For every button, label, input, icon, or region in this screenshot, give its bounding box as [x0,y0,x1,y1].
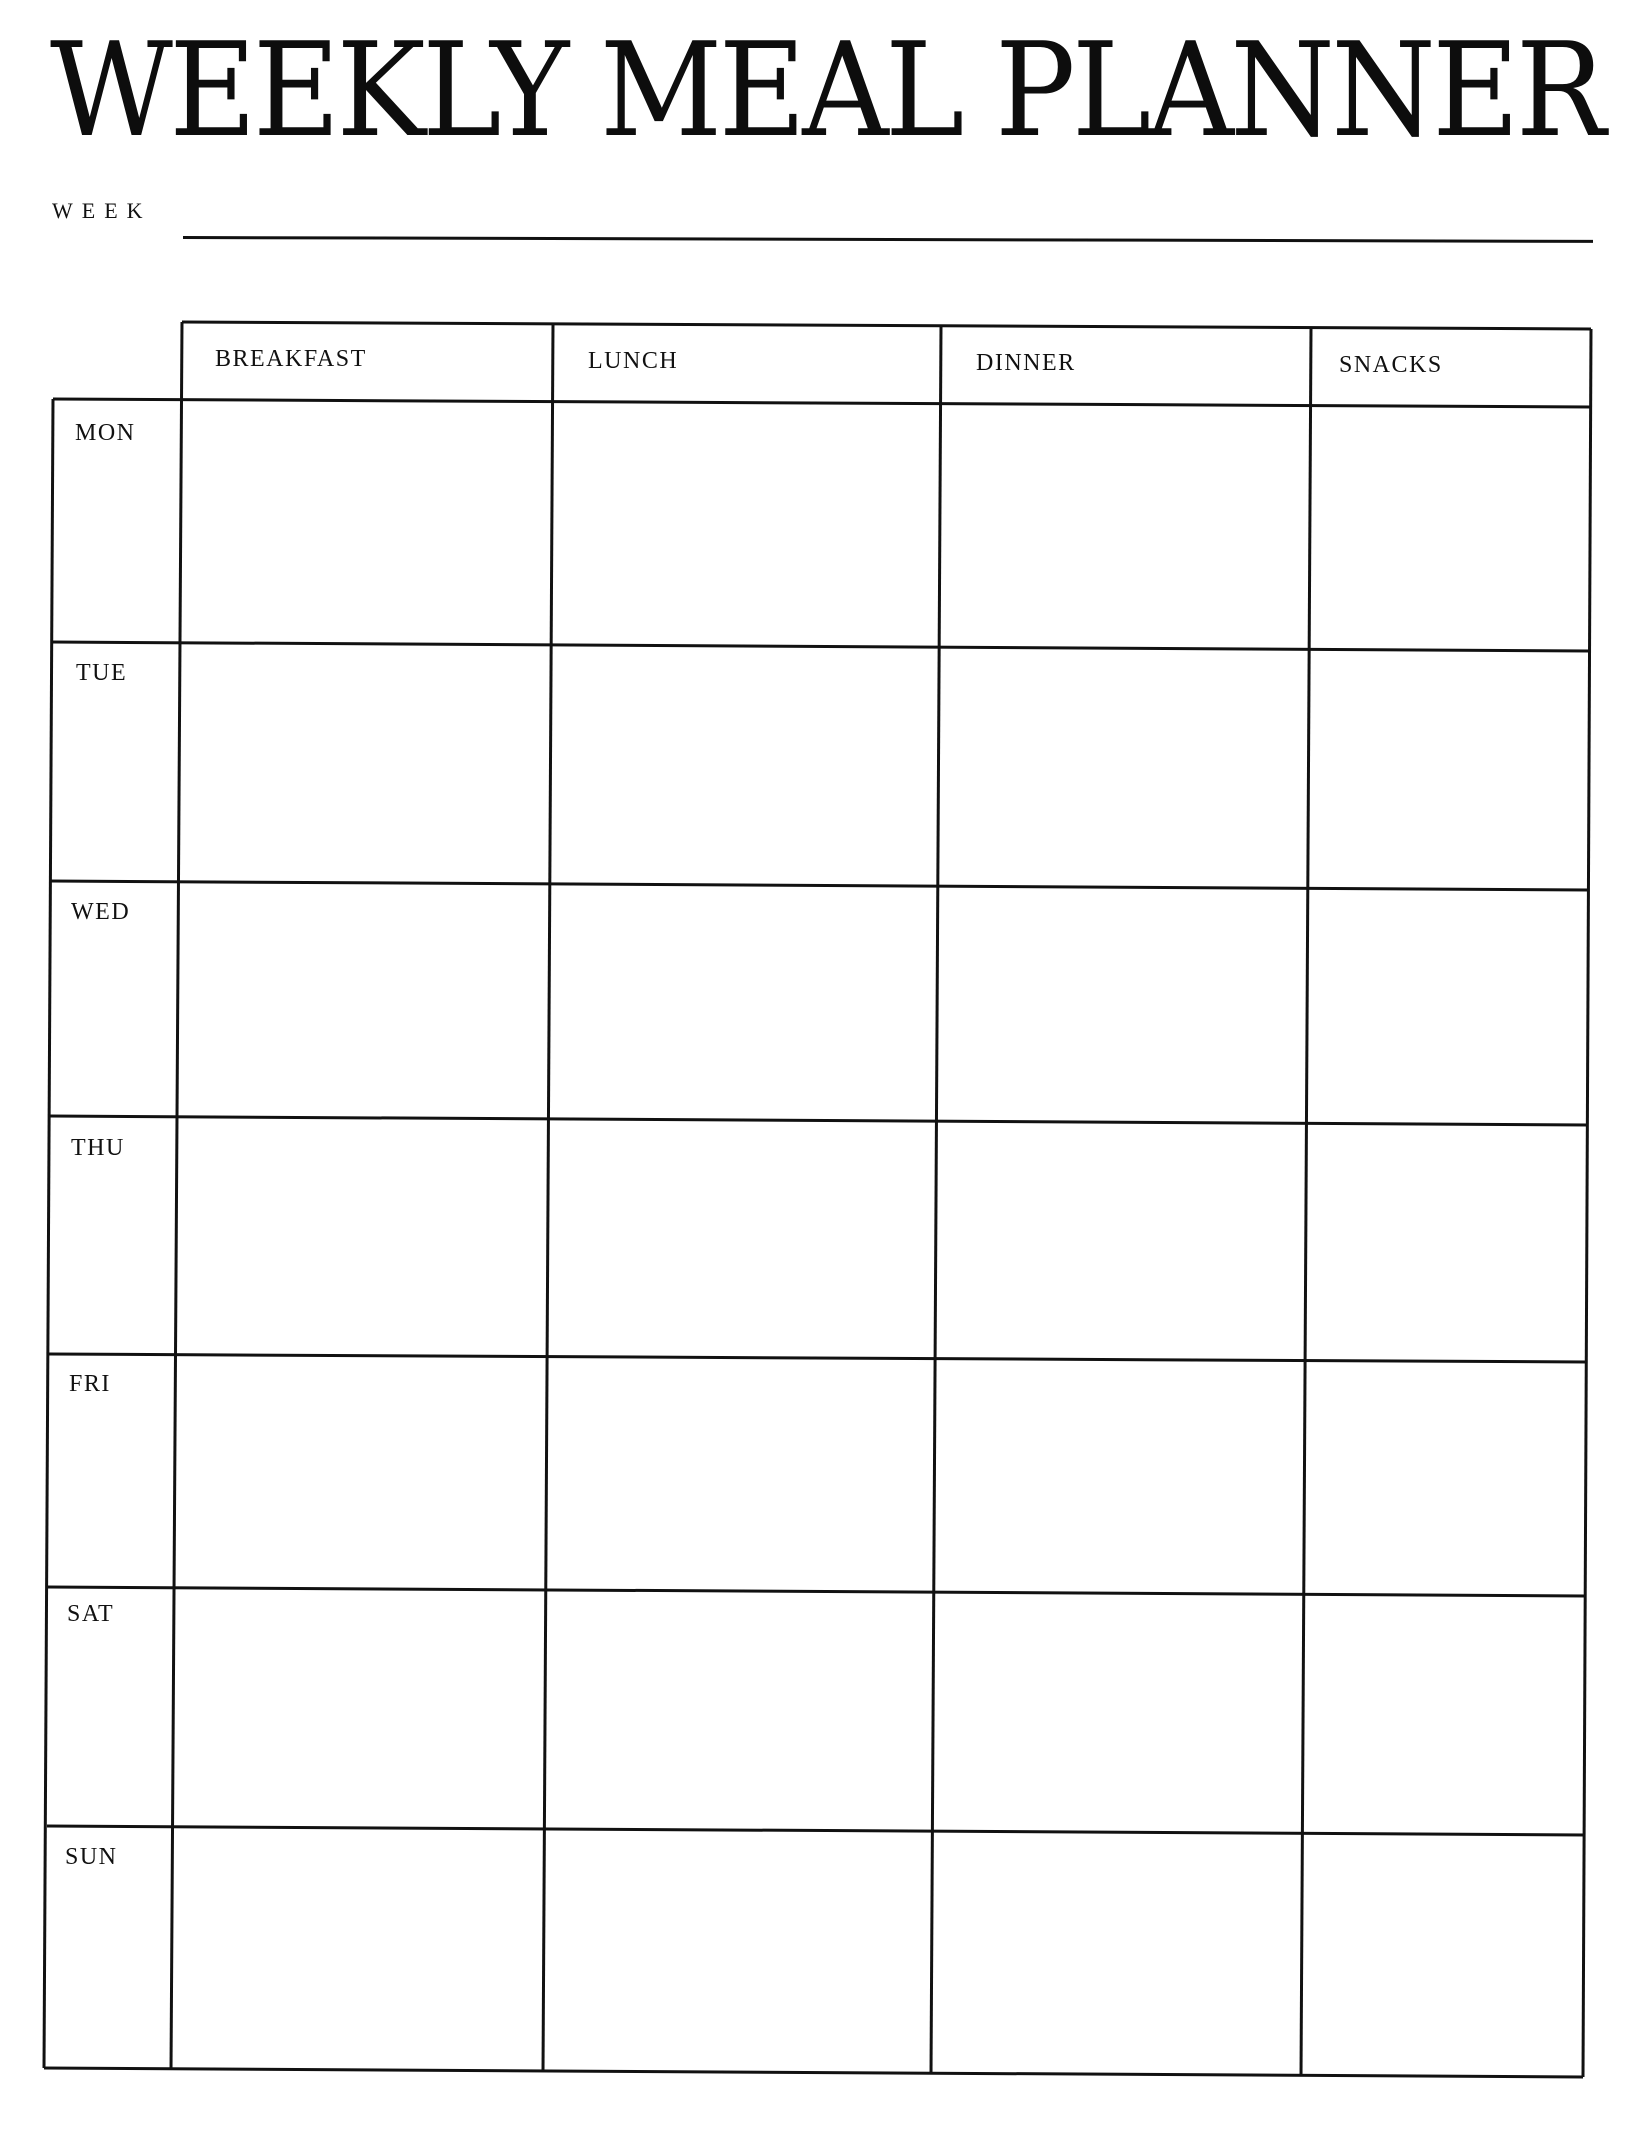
col-line-2 [543,324,553,2072]
col-line-4 [1301,328,1311,2076]
row-line-4 [49,1354,1587,1362]
day-label-sun: SUN [65,1844,118,1870]
row-line-0 [53,399,1591,407]
day-label-thu: THU [71,1135,125,1161]
column-header-dinner: DINNER [976,350,1076,376]
column-header-breakfast: BREAKFAST [215,346,367,372]
row-line-7 [44,2068,1583,2077]
row-line-3 [50,1116,1588,1125]
week-label: WEEK [52,198,152,223]
page-title: WEEKLY MEAL PLANNER [50,14,1603,166]
row-line-2 [51,881,1589,890]
day-label-wed: WED [71,899,131,925]
row-line-1 [52,642,1590,651]
day-label-fri: FRI [69,1371,111,1397]
column-header-lunch: LUNCH [588,348,679,374]
header-top-line [182,322,1591,329]
right-edge [1583,329,1591,2077]
column-header-snacks: SNACKS [1339,352,1443,378]
day-label-tue: TUE [76,660,128,686]
row-line-5 [48,1587,1586,1596]
row-line-6 [47,1826,1585,1835]
col-line-1 [171,322,182,2070]
left-edge [44,399,53,2068]
day-label-mon: MON [75,420,136,446]
day-label-sat: SAT [67,1601,115,1627]
col-line-3 [931,326,941,2074]
